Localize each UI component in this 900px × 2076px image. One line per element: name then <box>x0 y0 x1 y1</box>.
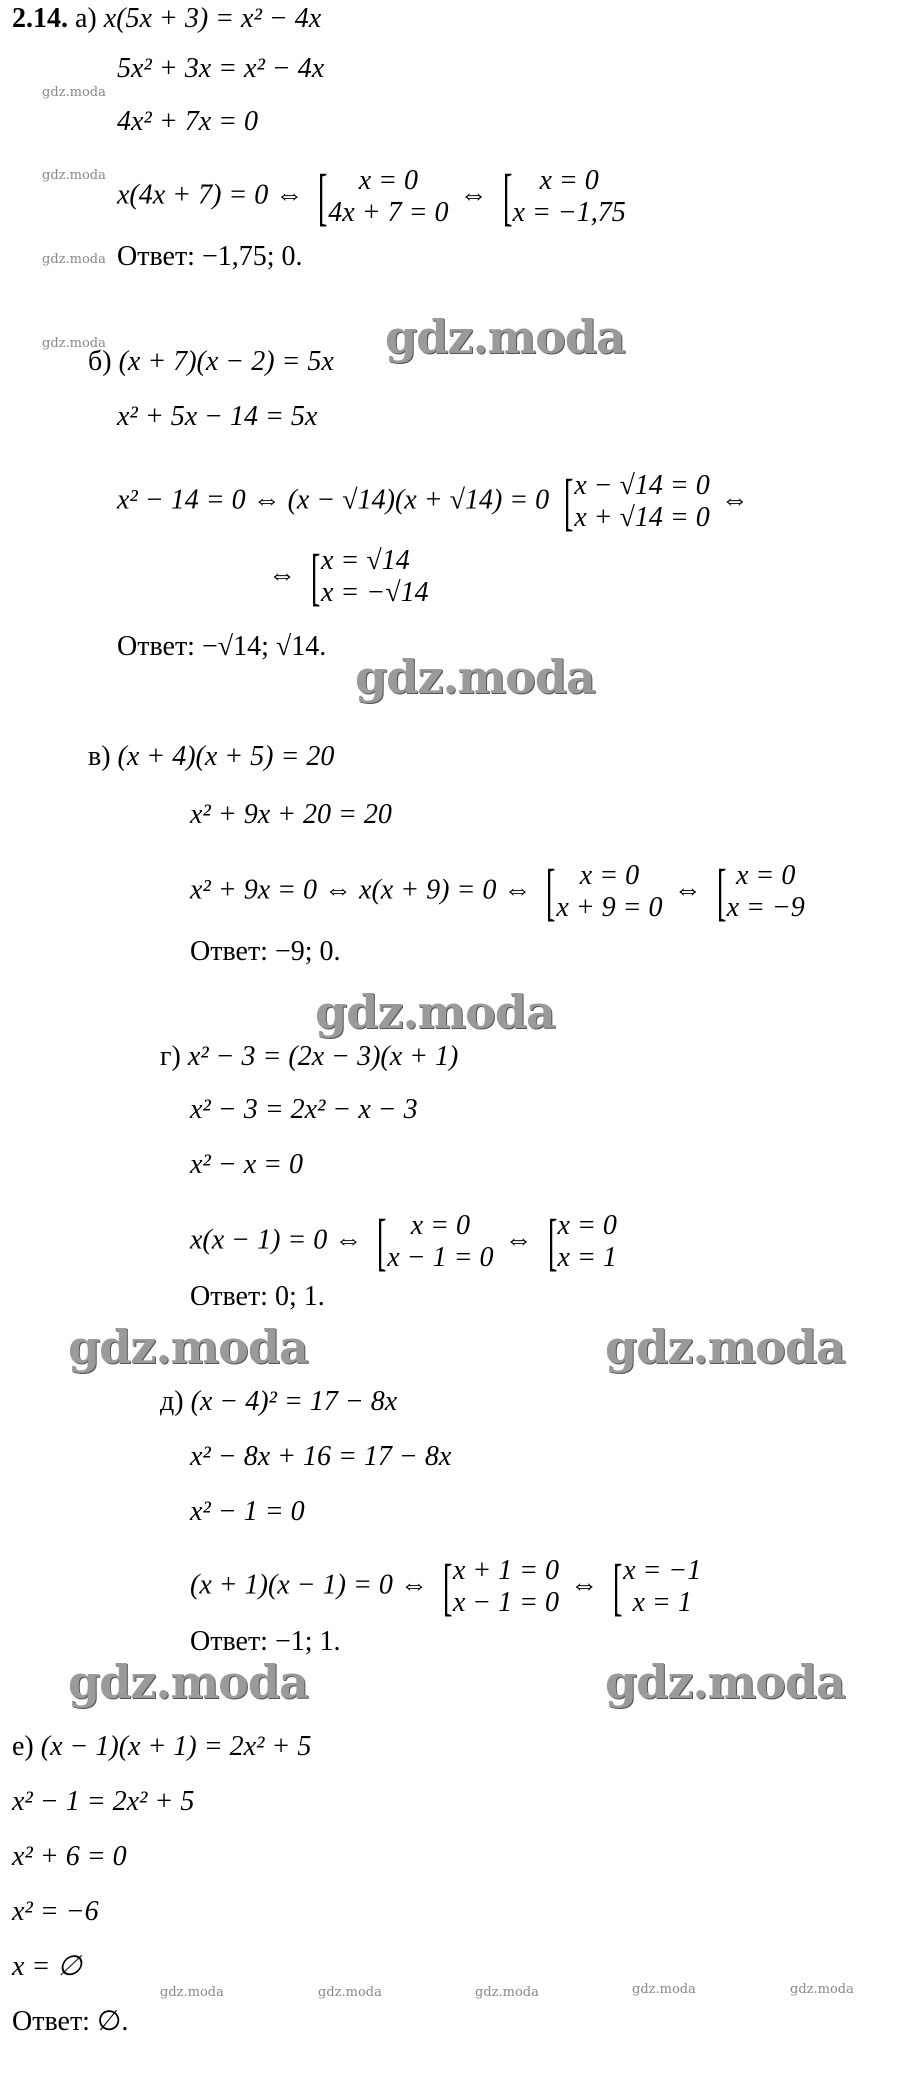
system-bracket: [ x = 0 x − 1 = 0 <box>377 1206 494 1277</box>
watermark-small: gdz.moda <box>42 85 106 100</box>
watermark-small: gdz.moda <box>42 252 106 267</box>
part-b-header: б) (x + 7)(x − 2) = 5x <box>88 346 334 377</box>
part-c-answer: Ответ: −9; 0. <box>190 936 341 967</box>
system-bracket: [ x = −1 x = 1 <box>612 1551 702 1622</box>
watermark-logo: gdz.moda <box>605 1320 845 1374</box>
watermark-small: gdz.moda <box>790 1982 854 1997</box>
problem-number: 2.14. <box>12 3 68 34</box>
part-b-answer: Ответ: −√14; √14. <box>117 631 327 662</box>
part-a-equation: x(5x + 3) = x² − 4x <box>103 3 322 34</box>
part-a-answer: Ответ: −1,75; 0. <box>117 241 303 272</box>
watermark-small: gdz.moda <box>318 1985 382 2000</box>
watermark-logo: gdz.moda <box>385 310 625 364</box>
system-bracket: [ x = 0 x + 9 = 0 <box>546 856 663 927</box>
part-c-step-2: x² + 9x = 0 ⇔ x(x + 9) = 0 ⇔ [ x = 0 x + 9 = 0 ⇔ [ x = 0 x = −9 <box>190 856 805 927</box>
watermark-logo: gdz.moda <box>355 650 595 704</box>
part-d-step-2: x² − x = 0 <box>190 1149 304 1180</box>
system-bracket: [ x = 0 4x + 7 = 0 <box>318 161 449 232</box>
watermark-small: gdz.moda <box>475 1985 539 2000</box>
system-bracket: [ x = √14 x = −√14 <box>310 541 429 612</box>
part-f-step-2: x² + 6 = 0 <box>12 1841 127 1872</box>
part-f-step-1: x² − 1 = 2x² + 5 <box>12 1786 195 1817</box>
part-b-step-1: x² + 5x − 14 = 5x <box>117 401 318 432</box>
part-d-header: г) x² − 3 = (2x − 3)(x + 1) <box>160 1041 459 1072</box>
part-c-step-1: x² + 9x + 20 = 20 <box>190 799 392 830</box>
part-e-header: д) (x − 4)² = 17 − 8x <box>160 1386 398 1417</box>
watermark-small: gdz.moda <box>160 1985 224 2000</box>
problem-header <box>12 2 321 36</box>
part-c-header: в) (x + 4)(x + 5) = 20 <box>88 741 335 772</box>
watermark-logo: gdz.moda <box>68 1320 308 1374</box>
watermark-small: gdz.moda <box>42 336 106 351</box>
system-bracket: [ x = 0 x = −9 <box>716 856 805 927</box>
watermark-small: gdz.moda <box>42 168 106 183</box>
part-b-step-2: x² − 14 = 0 ⇔ (x − √14)(x + √14) = 0 [ x − √14 = 0 x + √14 = 0 ⇔ <box>117 466 749 537</box>
part-f-header: е) (x − 1)(x + 1) = 2x² + 5 <box>12 1731 312 1762</box>
part-a-step-1: 5x² + 3x = x² − 4x <box>117 53 325 84</box>
watermark-logo: gdz.moda <box>605 1655 845 1709</box>
part-f-step-4: x = ∅ <box>12 1951 82 1982</box>
part-f-answer: Ответ: ∅. <box>12 2006 129 2037</box>
system-bracket: [ x − √14 = 0 x + √14 = 0 <box>564 466 710 537</box>
part-e-step-3: (x + 1)(x − 1) = 0 ⇔ [ x + 1 = 0 x − 1 = 0 ⇔ [ x = −1 x = 1 <box>190 1551 702 1622</box>
part-d-step-3: x(x − 1) = 0 ⇔ [ x = 0 x − 1 = 0 ⇔ [ x = 0 x = 1 <box>190 1206 617 1277</box>
part-e-step-1: x² − 8x + 16 = 17 − 8x <box>190 1441 452 1472</box>
part-e-answer: Ответ: −1; 1. <box>190 1626 341 1657</box>
part-e-step-2: x² − 1 = 0 <box>190 1496 305 1527</box>
system-bracket: [ x + 1 = 0 x − 1 = 0 <box>442 1551 560 1622</box>
part-f-step-3: x² = −6 <box>12 1896 99 1927</box>
part-d-step-1: x² − 3 = 2x² − x − 3 <box>190 1094 418 1125</box>
watermark-small: gdz.moda <box>632 1982 696 1997</box>
watermark-logo: gdz.moda <box>315 985 555 1039</box>
part-a-letter: а) <box>75 3 97 34</box>
part-d-answer: Ответ: 0; 1. <box>190 1281 325 1312</box>
part-a-step-3: x(4x + 7) = 0 ⇔ [ x = 0 4x + 7 = 0 ⇔ [ x = 0 x = −1,75 <box>117 161 626 232</box>
system-bracket: [ x = 0 x = −1,75 <box>502 161 626 232</box>
part-a-step-2: 4x² + 7x = 0 <box>117 106 259 137</box>
part-b-step-3: ⇔ [ x = √14 x = −√14 <box>268 541 429 612</box>
watermark-logo: gdz.moda <box>68 1655 308 1709</box>
system-bracket: [ x = 0 x = 1 <box>547 1206 617 1277</box>
